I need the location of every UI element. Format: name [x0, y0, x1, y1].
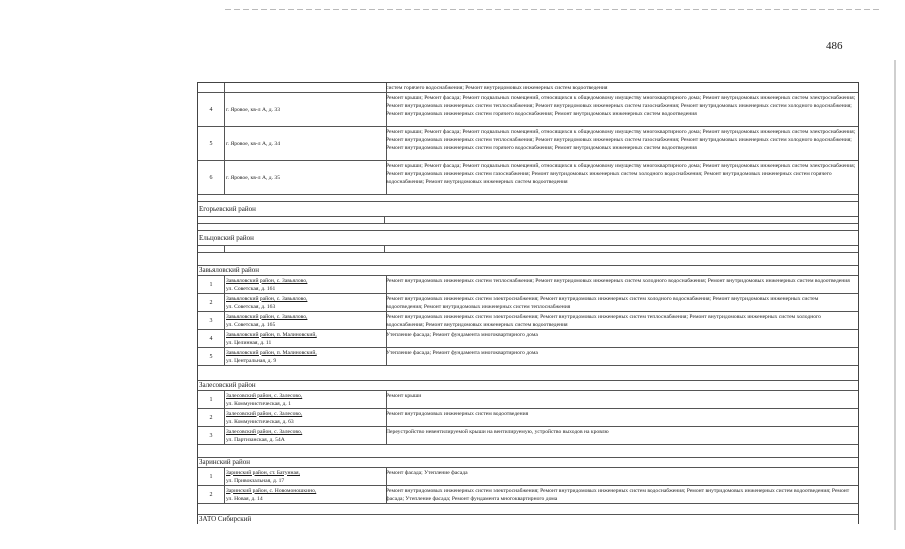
- spacer-row: [198, 366, 858, 381]
- address-line: Залесовский район, с. Залесово,: [226, 392, 303, 399]
- table-row: [198, 348, 858, 366]
- address-line: ул. Центральная, д. 9: [226, 357, 277, 364]
- address-line: г. Яровое, кв-л А, д. 34: [226, 140, 281, 147]
- rows-yarovoe: [198, 93, 858, 195]
- table-row: [198, 93, 858, 127]
- table-row: [198, 486, 858, 504]
- table-row: [198, 312, 858, 330]
- address-line: ул. Коммунистическая, д. 63: [226, 418, 294, 425]
- row-work: Ремонт внутридомовых инженерных систем электроснабжения; Ремонт внутридомовых инженерных систем теплоснабжения; Ремонт внутридомовых инженерных систем холодного водоснабжения; Ремонт внутридомовых инженерных систем водоотведения: [386, 314, 821, 328]
- row-address: [224, 330, 387, 347]
- rows-zavyalovsky: [198, 276, 858, 366]
- address-line: ул. Советская, д. 163: [226, 303, 276, 310]
- district-name: ЗАТО Сибирский: [199, 515, 252, 523]
- spacer-row: [198, 504, 858, 515]
- district-name: Завьяловский район: [199, 266, 259, 274]
- page-number: 486: [826, 40, 843, 52]
- address-line: Залесовский район, с. Залесово,: [226, 428, 303, 435]
- row-work: Ремонт крыши; Ремонт фасада; Ремонт подвальных помещений, относящихся к общедомовому имуществу многоквартирного дома; Ремонт внутридомовых инженерных систем электроснабжения; Ремонт внутридомовых инженерных систем газоснабжения; Ремонт внутридомовых инженерных систем холодного водоснабжения; Ремонт внутридомовых инженерных систем горячего водоснабжения; Ремонт внутридомовых инженерных систем водоотведения: [386, 163, 856, 185]
- row-address: [224, 427, 387, 444]
- district-header: [198, 515, 858, 524]
- rows-zalesovsky: [198, 391, 858, 445]
- row-work: Утепление фасада; Ремонт фундамента многоквартирного дома: [386, 350, 538, 356]
- row-address: [224, 348, 387, 365]
- row-address: [224, 127, 387, 160]
- table-row: [198, 468, 858, 486]
- row-address: [224, 83, 387, 92]
- table-row: [198, 391, 858, 409]
- address-line: Заринский район, с. Новомоношкино,: [226, 487, 317, 494]
- address-line: Завьяловский район, п. Малиновский,: [226, 331, 317, 338]
- scan-artifact-top: [225, 9, 880, 10]
- table-row: [198, 294, 858, 312]
- row-address: [224, 294, 387, 311]
- row-number: 1: [198, 391, 225, 408]
- district-header: [198, 231, 858, 246]
- address-line: ул. Советская, д. 161: [226, 285, 276, 292]
- row-address: [224, 409, 387, 426]
- table-row: [198, 409, 858, 427]
- address-line: Залесовский район, с. Залесово,: [226, 410, 303, 417]
- table-row: [198, 427, 858, 445]
- row-number: 6: [198, 161, 225, 194]
- table-row: [198, 127, 858, 161]
- address-line: Завьяловский район, с. Завьялово,: [226, 295, 308, 302]
- row-number: 4: [198, 330, 225, 347]
- address-line: ул. Партизанская, д. 54А: [226, 436, 285, 443]
- spacer-row: [198, 246, 858, 253]
- scan-artifact-right: [894, 60, 896, 530]
- district-header: [198, 458, 858, 468]
- row-work: Ремонт крыши: [386, 393, 422, 399]
- district-name: Ельцовский район: [199, 234, 254, 242]
- row-address: [224, 486, 387, 503]
- row-work: Ремонт крыши; Ремонт фасада; Ремонт подвальных помещений, относящихся к общедомовому имуществу многоквартирного дома; Ремонт внутридомовых инженерных систем электроснабжения; Ремонт внутридомовых инженерных систем теплоснабжения; Ремонт внутридомовых инженерных систем газоснабжения; Ремонт внутридомовых инженерных систем холодного водоснабжения; Ремонт внутридомовых инженерных систем горячего водоснабжения; Ремонт внутридомовых инженерных систем водоотведения: [386, 95, 856, 117]
- row-address: [224, 161, 387, 194]
- row-work: Ремонт крыши; Ремонт фасада; Ремонт подвальных помещений, относящихся к общедомовому имуществу многоквартирного дома; Ремонт внутридомовых инженерных систем электроснабжения; Ремонт внутридомовых инженерных систем теплоснабжения; Ремонт внутридомовых инженерных систем газоснабжения; Ремонт внутридомовых инженерных систем холодного водоснабжения; Ремонт внутридомовых инженерных систем горячего водоснабжения; Ремонт внутридомовых инженерных систем водоотведения: [386, 129, 856, 151]
- address-line: Завьяловский район, с. Завьялово,: [226, 313, 308, 320]
- address-line: г. Яровое, кв-л А, д. 33: [226, 106, 281, 113]
- address-line: Завьяловский район, п. Малиновский,: [226, 349, 317, 356]
- row-number: 1: [198, 468, 225, 485]
- address-line: ул. Привокзальная, д. 17: [226, 477, 285, 484]
- row-number: 2: [198, 409, 225, 426]
- row-work: Ремонт внутридомовых инженерных систем электроснабжения; Ремонт внутридомовых инженерных систем водоснабжения; Ремонт внутридомовых инженерных систем водоотведения; Ремонт фасада; Утепление фасада; Ремонт фундамента многоквартирного дома: [386, 488, 850, 502]
- table-row: [198, 330, 858, 348]
- spacer-row: [198, 253, 858, 266]
- row-number: 4: [198, 93, 225, 126]
- row-number: 5: [198, 348, 225, 365]
- spacer-row: [198, 217, 858, 224]
- works-table: [197, 82, 859, 524]
- district-name: Заринский район: [199, 458, 250, 466]
- district-header: [198, 266, 858, 276]
- district-header: [198, 202, 858, 217]
- district-header: [198, 381, 858, 391]
- address-line: ул. Коммунистическая, д. 1: [226, 400, 291, 407]
- address-line: ул. Советская, д. 165: [226, 321, 276, 328]
- row-number: [198, 83, 225, 92]
- row-address: [224, 276, 387, 293]
- district-name: Залесовский район: [199, 381, 256, 389]
- address-line: г. Яровое, кв-л А, д. 35: [226, 174, 281, 181]
- row-address: [224, 391, 387, 408]
- row-number: 1: [198, 276, 225, 293]
- table-row: [198, 83, 858, 93]
- spacer-row: [198, 195, 858, 202]
- row-number: 3: [198, 312, 225, 329]
- row-work: систем горячего водоснабжения; Ремонт внутридомовых инженерных систем водоотведения: [386, 85, 608, 91]
- address-line: ул. Новая, д. 14: [226, 495, 263, 502]
- address-line: ул. Целинная, д. 11: [226, 339, 272, 346]
- row-address: [224, 312, 387, 329]
- spacer-row: [198, 445, 858, 458]
- row-work: Утепление фасада; Ремонт фундамента многоквартирного дома: [386, 332, 538, 338]
- row-address: [224, 468, 387, 485]
- row-number: 5: [198, 127, 225, 160]
- row-number: 2: [198, 294, 225, 311]
- row-work: Ремонт фасада; Утепление фасада: [386, 470, 468, 476]
- rows-zarinsky: [198, 468, 858, 504]
- address-line: Заринский район, ст. Батунная,: [226, 469, 300, 476]
- row-work: Переустройство невентилируемой крыши на вентилируемую, устройство выходов на кровлю: [386, 429, 609, 435]
- row-number: 3: [198, 427, 225, 444]
- address-line: Завьяловский район, с. Завьялово,: [226, 277, 308, 284]
- district-name: Егорьевский район: [199, 205, 256, 213]
- row-number: 2: [198, 486, 225, 503]
- spacer-row: [198, 224, 858, 231]
- row-address: [224, 93, 387, 126]
- row-work: Ремонт внутридомовых инженерных систем электроснабжения; Ремонт внутридомовых инженерных систем холодного водоснабжения; Ремонт внутридомовых инженерных систем водоотведения; Ремонт внутридомовых инженерных систем теплоснабжения: [386, 296, 819, 310]
- row-work: Ремонт внутридомовых инженерных систем водоотведения: [386, 411, 529, 417]
- table-row: [198, 161, 858, 195]
- table-row: [198, 276, 858, 294]
- row-work: Ремонт внутридомовых инженерных систем теплоснабжения; Ремонт внутридомовых инженерных систем холодного водоснабжения; Ремонт внутридомовых инженерных систем водоотведения: [386, 278, 850, 284]
